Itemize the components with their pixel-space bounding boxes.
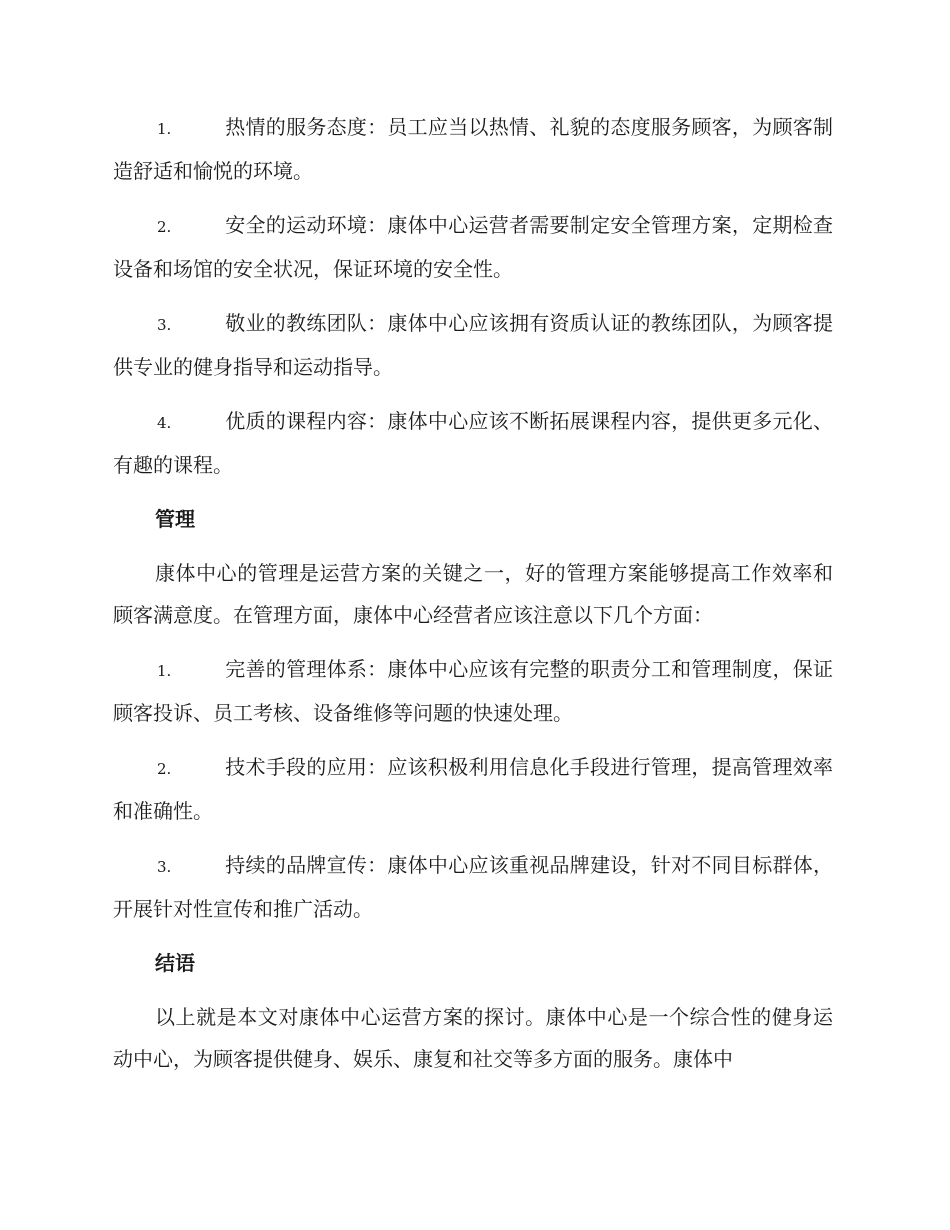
list-item — [113, 302, 833, 388]
document-page — [113, 106, 833, 1092]
list-text: 优质的课程内容：康体中心应该不断拓展课程内容，提供更多元化、有趣的课程。 — [113, 409, 833, 477]
list-item — [113, 746, 833, 832]
list-number: 2. — [157, 760, 172, 778]
list-text: 完善的管理体系：康体中心应该有完整的职责分工和管理制度，保证顾客投诉、员工考核、设备维修等问题的快速处理。 — [113, 657, 833, 725]
list-text: 热情的服务态度：员工应当以热情、礼貌的态度服务顾客，为顾客制造舒适和愉悦的环境。 — [113, 115, 833, 183]
list-number: 4. — [157, 414, 172, 432]
list-text: 安全的运动环境：康体中心运营者需要制定安全管理方案，定期检查设备和场馆的安全状况，保证环境的安全性。 — [113, 213, 833, 281]
list-item — [113, 400, 833, 486]
list-number: 2. — [157, 218, 172, 236]
list-text: 技术手段的应用：应该积极利用信息化手段进行管理，提高管理效率和准确性。 — [113, 755, 833, 823]
list-item — [113, 648, 833, 734]
section-heading-management: 管理 — [155, 507, 195, 531]
section-heading-conclusion: 结语 — [155, 951, 195, 975]
list-text: 持续的品牌宣传：康体中心应该重视品牌建设，针对不同目标群体，开展针对性宣传和推广活动。 — [113, 853, 833, 921]
list-item — [113, 106, 833, 192]
list-number: 1. — [157, 662, 172, 680]
list-number: 3. — [157, 316, 172, 334]
management-intro: 康体中心的管理是运营方案的关键之一，好的管理方案能够提高工作效率和顾客满意度。在管理方面，康体中心经营者应该注意以下几个方面： — [113, 561, 833, 627]
list-number: 1. — [157, 120, 172, 138]
list-item — [113, 844, 833, 930]
list-text: 敬业的教练团队：康体中心应该拥有资质认证的教练团队，为顾客提供专业的健身指导和运动指导。 — [113, 311, 833, 379]
list-item — [113, 204, 833, 290]
conclusion-paragraph: 以上就是本文对康体中心运营方案的探讨。康体中心是一个综合性的健身运动中心，为顾客提供健身、娱乐、康复和社交等多方面的服务。康体中 — [113, 1005, 833, 1071]
list-number: 3. — [157, 858, 172, 876]
